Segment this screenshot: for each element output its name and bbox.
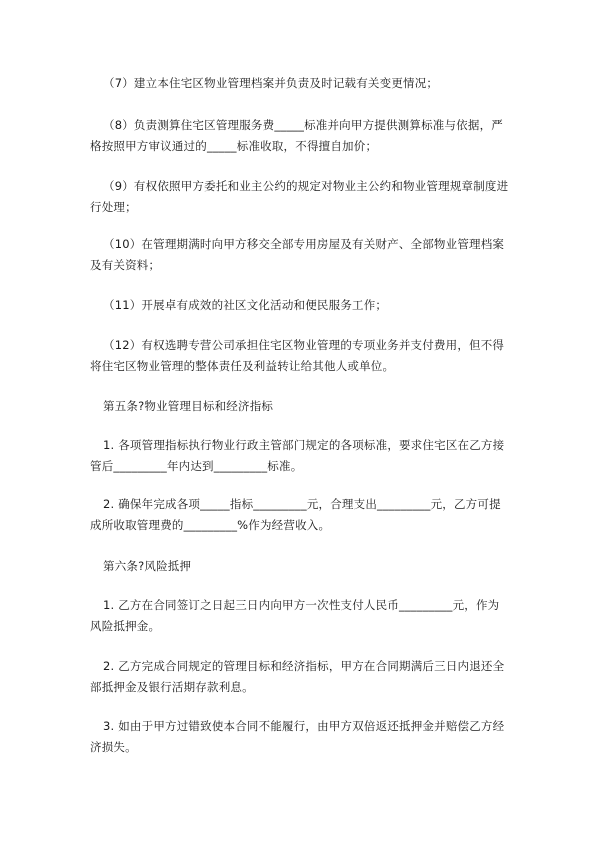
- section-5-item-1: 1. 各项管理指标执行物业行政主管部门规定的各项标准，要求住宅区在乙方接管后_________年内达到_________标准。: [90, 438, 505, 473]
- section-6-heading: 第六条?风险抵押: [103, 559, 192, 573]
- paragraph-item-8: （8）负责测算住宅区管理服务费_____标准并向甲方提供测算标准与依据，严格按照甲方审议通过的_____标准收取，不得擅自加价；: [90, 118, 503, 153]
- section-5-heading: 第五条?物业管理目标和经济指标: [103, 399, 274, 413]
- paragraph-item-10: （10）在管理期满时向甲方移交全部专用房屋及有关财产、全部物业管理档案及有关资料；: [90, 237, 505, 272]
- section-6-item-1: 1. 乙方在合同签订之日起三日内向甲方一次性支付人民币_________元，作为风险抵押金。: [90, 598, 500, 633]
- section-6-item-3: 3. 如由于甲方过错致使本合同不能履行，由甲方双倍返还抵押金并赔偿乙方经济损失。: [90, 719, 505, 754]
- paragraph-item-11: （11）开展卓有成效的社区文化活动和便民服务工作；: [103, 298, 388, 312]
- paragraph-item-9: （9）有权依照甲方委托和业主公约的规定对物业主公约和物业管理规章制度进行处理；: [90, 179, 509, 214]
- paragraph-item-7: （7）建立本住宅区物业管理档案并负责及时记载有关变更情况；: [103, 76, 439, 90]
- paragraph-item-12: （12）有权选聘专营公司承担住宅区物业管理的专项业务并支付费用，但不得将住宅区物业管理的整体责任及利益转让给其他人或单位。: [90, 338, 505, 373]
- section-6-item-2: 2. 乙方完成合同规定的管理目标和经济指标，甲方在合同期满后三日内退还全部抵押金及银行活期存款利息。: [90, 659, 505, 694]
- section-5-item-2: 2. 确保年完成各项_____指标_________元，合理支出_________元，乙方可提成所收取管理费的_________%作为经营收入。: [90, 497, 501, 532]
